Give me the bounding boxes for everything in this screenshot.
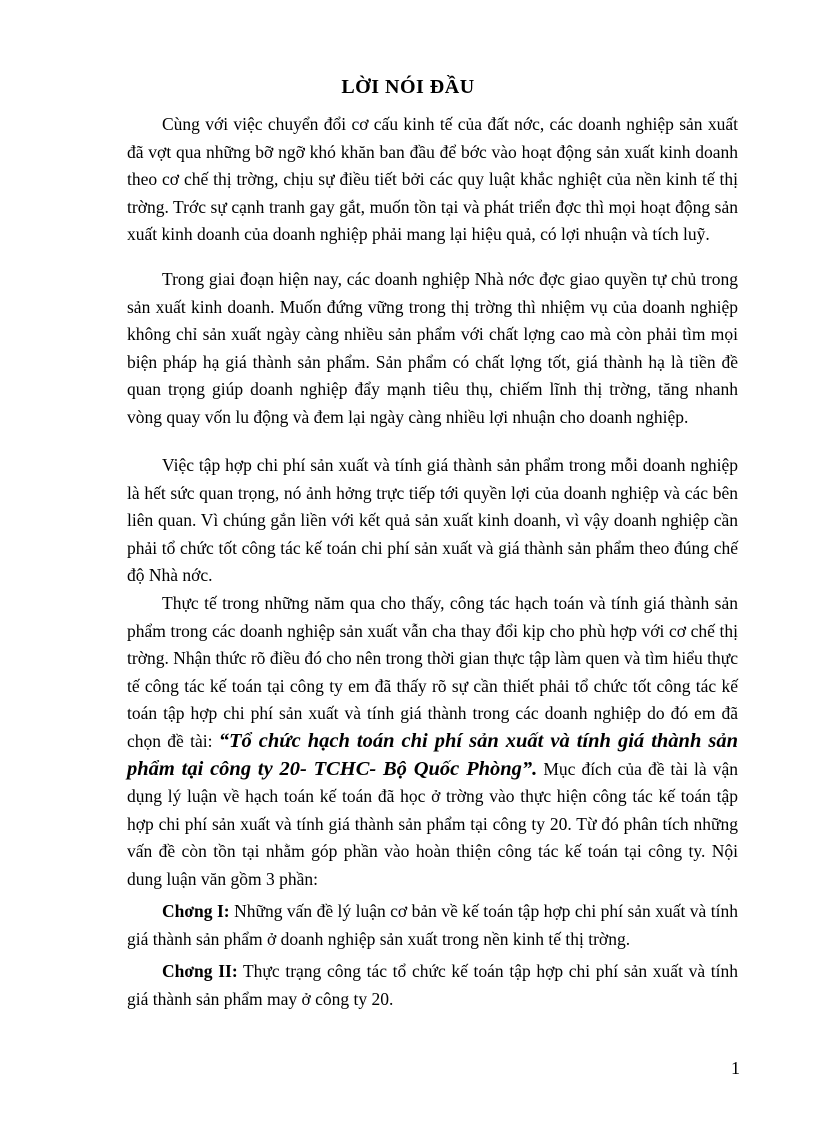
page-number: 1 (731, 1058, 740, 1078)
thesis-topic-title: “Tổ chức hạch toán chi phí sản xuất và tính giá thành sản phẩm tại công ty 20- TCHC- Bộ Quốc Phòng”. (127, 729, 739, 780)
paragraph-chapter-1 (127, 898, 738, 953)
chapter-2-label: Chơng II: (162, 961, 238, 981)
chapter-1-text: Những vấn đề lý luận cơ bản về kế toán tập hợp chi phí sản xuất và tính giá thành sản phẩm ở doanh nghiệp sản xuất trong nền kinh tế thị trờng. (127, 901, 738, 949)
chapter-2-text: Thực trạng công tác tổ chức kế toán tập hợp chi phí sản xuất và tính giá thành sản phẩm may ở công ty 20. (127, 961, 738, 1009)
paragraph-thesis-topic (127, 590, 738, 894)
document-title: LỜI NÓI ĐẦU (341, 76, 475, 98)
paragraph-cost-importance: Việc tập hợp chi phí sản xuất và tính giá thành sản phẩm trong mỗi doanh nghiệp là hết sức quan trọng, nó ảnh hởng trực tiếp tới quyền lợi của doanh nghiệp và các bên liên quan. Vì chúng gắn liền với kết quả sản xuất kinh doanh, vì vậy doanh nghiệp cần phải tổ chức tốt công tác kế toán chi phí sản xuất và giá thành sản phẩm theo đúng chế độ Nhà nớc. (127, 455, 738, 586)
paragraph-intro: Cùng với việc chuyển đổi cơ cấu kinh tế của đất nớc, các doanh nghiệp sản xuất đã vợt qua những bỡ ngỡ khó khăn ban đầu để bớc vào hoạt động sản xuất kinh doanh theo cơ chế thị trờng, chịu sự điều tiết bởi các quy luật khắc nghiệt của nền kinh tế thị trờng. Trớc sự cạnh tranh gay gắt, muốn tồn tại và phát triển đợc thì mọi hoạt động sản xuất kinh doanh của doanh nghiệp phải mang lại hiệu quả, có lợi nhuận và tích luỹ. (127, 114, 738, 245)
chapter-1-label: Chơng I: (162, 901, 230, 921)
thesis-topic-before: Thực tế trong những năm qua cho thấy, công tác hạch toán và tính giá thành sản phẩm trong các doanh nghiệp sản xuất vẫn cha thay đổi kịp cho phù hợp với cơ chế thị trờng. Nhận thức rõ điều đó cho nên trong thời gian thực tập làm quen và tìm hiểu thực tế công tác kế toán tại công ty em đã thấy rõ sự cần thiết phải tổ chức tốt công tác kế toán tập hợp chi phí sản xuất và tính giá thành trong các doanh nghiệp do đó em đã chọn đề tài: (127, 593, 738, 751)
paragraph-current-period: Trong giai đoạn hiện nay, các doanh nghiệp Nhà nớc đợc giao quyền tự chủ trong sản xuất kinh doanh. Muốn đứng vững trong thị trờng thì nhiệm vụ của doanh nghiệp không chỉ sản xuất ngày càng nhiều sản phẩm với chất lợng cao mà còn phải tìm mọi biện pháp hạ giá thành sản phẩm. Sản phẩm có chất lợng tốt, giá thành hạ là tiền đề quan trọng giúp doanh nghiệp đẩy mạnh tiêu thụ, chiếm lĩnh thị trờng, tăng nhanh vòng quay vốn lu động và đem lại ngày càng nhiều lợi nhuận cho doanh nghiệp. (127, 269, 738, 427)
paragraph-chapter-2 (127, 958, 738, 1013)
thesis-topic-after: Mục đích của đề tài là vận dụng lý luận về hạch toán kế toán đã học ở trờng vào thực hiện công tác kế toán tập hợp chi phí sản xuất và tính giá thành sản phẩm tại công ty 20. Từ đó phân tích những vấn đề còn tồn tại nhằm góp phần vào hoàn thiện công tác kế toán tại công ty. Nội dung luận văn gồm 3 phần: (127, 758, 738, 889)
